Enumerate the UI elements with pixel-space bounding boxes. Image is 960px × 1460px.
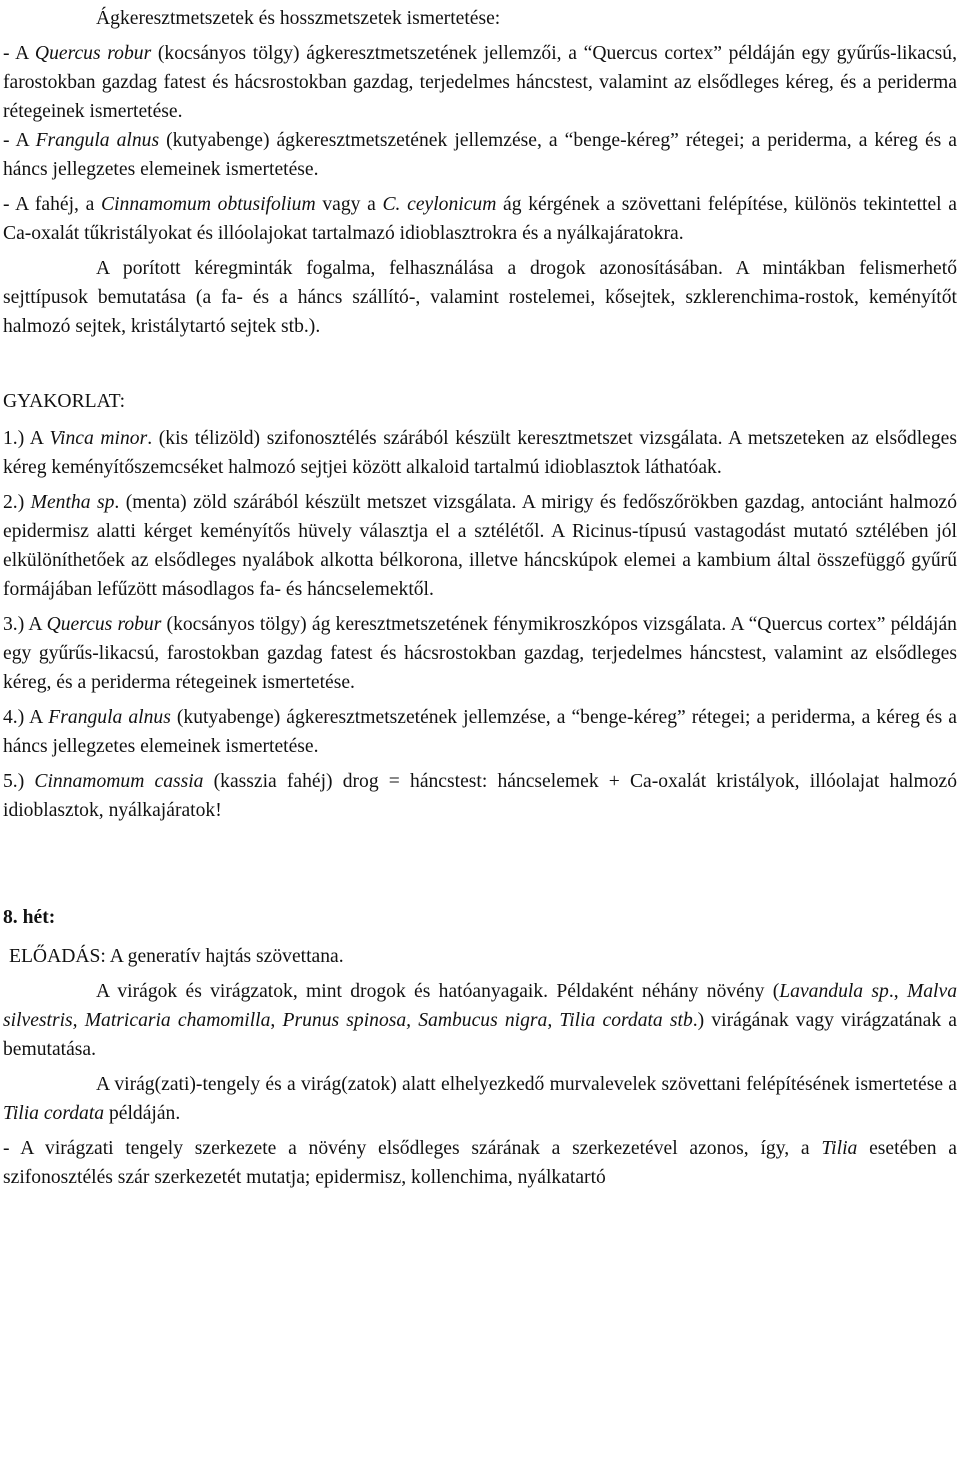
species-name: Tilia cordata bbox=[3, 1103, 105, 1124]
practice-title: GYAKORLAT: bbox=[3, 391, 126, 412]
species-name: Mentha sp bbox=[30, 492, 115, 513]
intro-cinnamomum-paragraph bbox=[3, 190, 957, 248]
text: (kutyabenge) ágkeresztmetszetének jellemzése, a “benge-kéreg” rétegei; a periderma, a kéreg és a háncs jellegzetes elemeinek ismertetése. bbox=[3, 130, 957, 180]
text: (kocsányos tölgy) ág keresztmetszetének fénymikroszkópos vizsgálata. A “Quercus cortex” példáján egy gyűrűs-likacsú, farostokban gazdag fatest és hácsrostokban gazdag, terjedelmes háncstest, valamint az elsődleges kéreg, és a periderma rétegeinek ismertetése. bbox=[3, 614, 957, 693]
flowers-paragraph bbox=[3, 977, 957, 1064]
text: .) virágának vagy virágzatának a bemutatása. bbox=[3, 1010, 958, 1060]
text: 3.) A bbox=[3, 614, 47, 635]
intro-quercus-paragraph bbox=[3, 39, 957, 126]
species-name: Malva silvestris, Matricaria chamomilla bbox=[3, 981, 957, 1031]
text: . (kis télizöld) szifonosztélés szárából készült keresztmetszet vizsgálata. A metszeteken az elsődleges kéreg keményítőszemcséket halmozó sejtjei között alkaloid tartalmú idioblasztok láthatóak. bbox=[3, 428, 957, 478]
text: esetében a szifonosztélés szár szerkezetét mutatja; epidermisz, kollenchima, nyálkatartó bbox=[3, 1138, 957, 1188]
practice-item-4 bbox=[3, 703, 957, 761]
text: 1.) A bbox=[3, 428, 50, 449]
practice-item-3 bbox=[3, 610, 957, 697]
text: - A fahéj, a bbox=[3, 194, 102, 215]
text: ., bbox=[888, 981, 907, 1002]
axis-paragraph bbox=[3, 1070, 957, 1128]
text: (kutyabenge) ágkeresztmetszetének jellemzése, a “benge-kéreg” rétegei; a periderma, a kéreg és a háncs jellegzetes elemeinek ismertetése. bbox=[3, 707, 957, 757]
species-name: Quercus robur bbox=[46, 614, 162, 635]
text: 4.) A bbox=[3, 707, 49, 728]
text: példáján. bbox=[104, 1103, 181, 1124]
practice-item-2 bbox=[3, 488, 957, 604]
text: 2.) bbox=[3, 492, 31, 513]
text: vagy a bbox=[315, 194, 383, 215]
text: A virág(zati)-tengely és a virág(zatok) alatt elhelyezkedő murvalevelek szövettani felépítésének ismertetése a bbox=[96, 1074, 957, 1095]
intro-frangula-paragraph bbox=[3, 126, 957, 184]
text: . (menta) zöld szárából készült metszet vizsgálata. A mirigy és fedőszőrökben gazdag, antociánt halmozó epidermisz alatti kérget keményítős hüvely választja el a sztélétől. A Ricinus-típusú vastagodást mutató sztélében jól elkülöníthetőek az elsődleges nyalábok alkotta bélkorona, illetve háncskúpok elemei a kambium által összefüggő gyűrű formájában lefűzött másodlagos fa- és háncselemektől. bbox=[3, 492, 957, 600]
text: ág kérgének a szövettani felépítése, különös tekintettel a Ca-oxalát tűkristályokat és illóolajokat tartalmazó idioblasztrokra és a nyálkajáratokra. bbox=[3, 194, 957, 244]
section-title: Ágkeresztmetszetek és hosszmetszetek ismertetése: bbox=[96, 8, 501, 29]
text: - A virágzati tengely szerkezete a növény elsődleges szárának a szerkezetével azonos, így, a bbox=[3, 1138, 822, 1159]
lecture-title: ELŐADÁS: A generatív hajtás szövettana. bbox=[9, 946, 344, 967]
species-name: Tilia bbox=[821, 1138, 858, 1159]
text: A virágok és virágzatok, mint drogok és hatóanyagaik. Példaként néhány növény ( bbox=[96, 981, 780, 1002]
tilia-paragraph bbox=[3, 1134, 957, 1192]
practice-item-1 bbox=[3, 424, 957, 482]
practice-item-5 bbox=[3, 767, 957, 825]
intro-powder-paragraph: A porított kéregminták fogalma, felhasználása a drogok azonosításában. A mintákban felismerhető sejttípusok bemutatása (a fa- és a háncs szállító-, valamint rostelemei, kősejtek, szklerenchima-rostok, keményítőt halmozó sejtek, kristálytartó sejtek stb.). bbox=[3, 258, 957, 337]
week-title: 8. hét: bbox=[3, 907, 56, 928]
species-name: Prunus spinosa, Sambucus nigra, Tilia cordata stb bbox=[282, 1010, 693, 1031]
text: (kocsányos tölgy) ágkeresztmetszetének jellemzői, a “Quercus cortex” példáján egy gyűrűs-likacsú, farostokban gazdag fatest és hácsrostokban gazdag, terjedelmes háncstest, valamint az elsődleges kéreg, és a periderma rétegeinek ismertetése. bbox=[3, 43, 957, 122]
text: - A bbox=[3, 43, 35, 64]
species-name: C. ceylonicum bbox=[382, 194, 497, 215]
species-name: Frangula alnus bbox=[48, 707, 171, 728]
species-name: Lavandula sp bbox=[779, 981, 889, 1002]
species-name: Vinca minor bbox=[49, 428, 148, 449]
text: 5.) bbox=[3, 771, 35, 792]
species-name: Cinnamomum cassia bbox=[34, 771, 204, 792]
text: - A bbox=[3, 130, 36, 151]
text: , bbox=[270, 1010, 283, 1031]
document-page bbox=[3, 4, 957, 1192]
species-name: Quercus robur bbox=[34, 43, 152, 64]
text: (kasszia fahéj) drog = háncstest: háncselemek + Ca-oxalát kristályok, illóolajat halmozó idioblasztok, nyálkajáratok! bbox=[3, 771, 957, 821]
species-name: Cinnamomum obtusifolium bbox=[101, 194, 316, 215]
species-name: Frangula alnus bbox=[35, 130, 160, 151]
